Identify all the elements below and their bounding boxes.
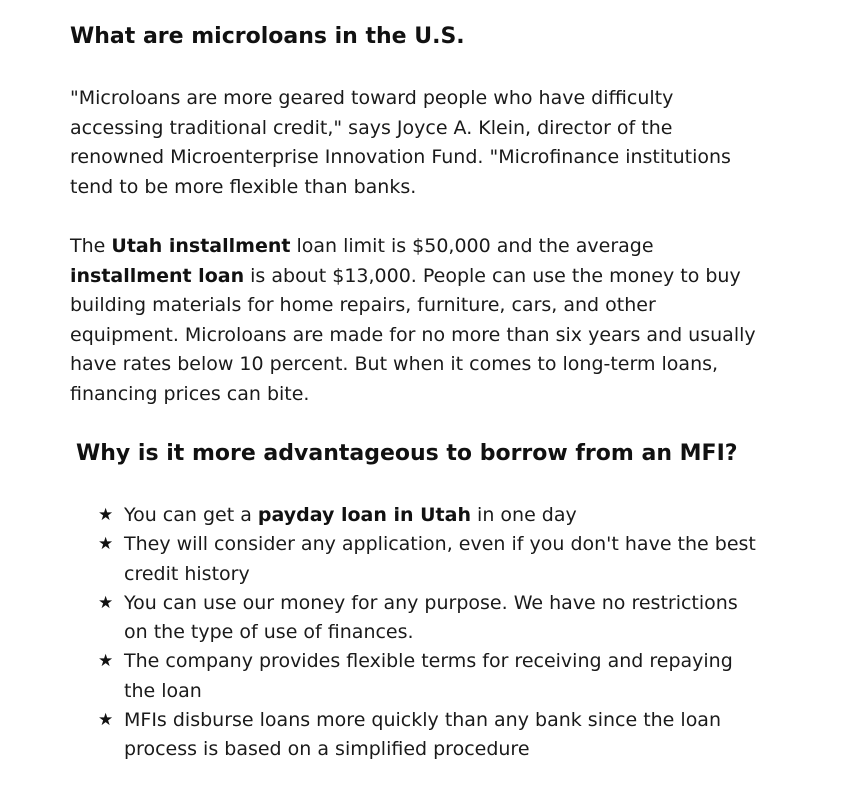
star-icon: ★ [98, 505, 114, 525]
list-item-text: They will consider any application, even if you don't have the best credit history [124, 533, 756, 585]
text-segment: The [70, 235, 112, 257]
list-item-text: The company provides flexible terms for receiving and repaying the loan [124, 650, 733, 702]
star-icon: ★ [98, 710, 114, 731]
star-icon: ★ [98, 651, 114, 672]
paragraph-utah-installment [70, 232, 760, 409]
heading-why-borrow-mfi: Why is it more advantageous to borrow from an MFI? [76, 441, 738, 466]
paragraph-microloans-quote: "Microloans are more geared toward people who have difficulty accessing traditional credit," says Joyce A. Klein, director of the renowned Microenterprise Innovation Fund. "Microfinance institutions tend to be more flexible than banks. [70, 87, 731, 198]
bold-utah-installment: Utah installment [111, 235, 291, 257]
list-item [98, 647, 760, 706]
list-item-text: You can use our money for any purpose. We have no restrictions on the type of use of finances. [124, 591, 738, 644]
text-segment: loan limit is $50,000 and the average [290, 235, 654, 257]
text-segment: is about $13,000. People can use the money to buy building materials for home repairs, furniture, cars, and other equipment. Microloans are made for no more than six years and usually have rates below 10 percent. But when it comes to long-term loans, financing prices can bite. [70, 264, 756, 405]
star-icon: ★ [98, 534, 114, 555]
text-segment: in one day [471, 504, 577, 526]
list-item [98, 706, 760, 765]
list-item [98, 589, 760, 648]
bold-payday-loan-utah: payday loan in Utah [257, 504, 471, 526]
bold-installment-loan: installment loan [70, 264, 245, 287]
list-item [98, 501, 760, 530]
list-item-text: MFIs disburse loans more quickly than any bank since the loan process is based on a simplified procedure [124, 709, 721, 761]
list-item [98, 530, 760, 589]
advantages-list [70, 501, 760, 765]
star-icon: ★ [98, 592, 114, 613]
heading-what-are-microloans: What are microloans in the U.S. [70, 24, 465, 49]
article-body [70, 22, 760, 765]
text-segment: You can get a [124, 504, 258, 526]
